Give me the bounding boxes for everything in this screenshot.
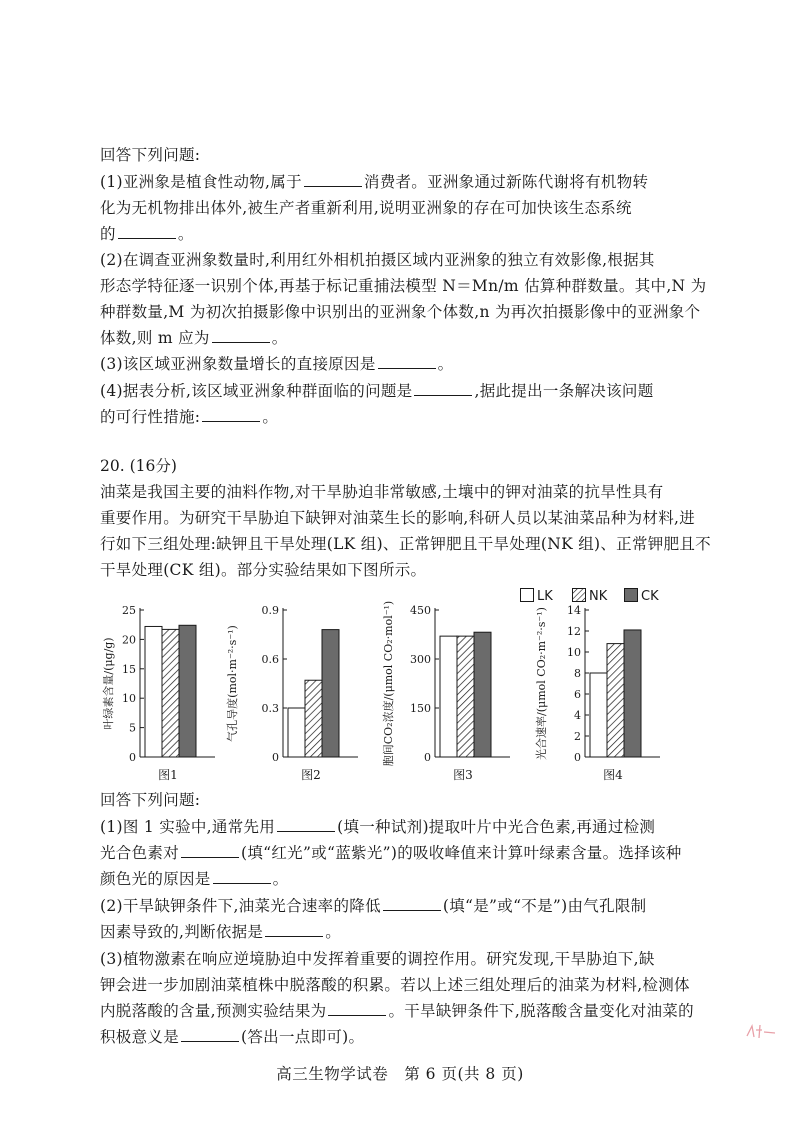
bar-nk [305,680,322,757]
text: 回答下列问题: [100,791,201,809]
q2-line2 [100,276,707,296]
legend-label: NK [589,589,608,604]
bar-lk [145,626,162,757]
answer-intro [100,145,700,165]
q1-line1 [100,172,700,192]
q20-para-line4 [100,560,700,580]
y-axis-label: 气孔导度(mol·m⁻²·s⁻¹) [226,625,239,742]
y-tick-label: 450 [410,604,431,617]
legend-label: CK [641,589,659,604]
chart-title: 图1 [158,768,178,782]
text: 积极意义是 [100,1028,180,1046]
y-axis-label: 光合速率/(μmol CO₂·m⁻²·s⁻¹) [535,607,548,760]
a3-line1 [100,949,700,969]
y-tick-label: 0 [574,751,581,764]
q1-line2 [100,198,700,218]
text: 消费者。亚洲象通过新陈代谢将有机物转 [363,173,649,191]
q20-para-line1 [100,482,700,502]
bar-lk [590,673,607,757]
answer-blank[interactable] [213,869,271,884]
text: (1)亚洲象是植食性动物,属于 [100,173,302,191]
answer-blank[interactable] [277,817,335,832]
text: ,据此提出一条解决该问题 [474,382,654,400]
y-tick-label: 0 [129,751,136,764]
text: 的 [100,225,116,243]
y-tick-label: 8 [574,667,581,680]
q20-para-line2 [100,508,700,528]
answer-blank[interactable] [212,328,270,343]
bar-nk [457,636,474,757]
y-tick-label: 0.9 [261,604,279,617]
y-tick-label: 4 [574,709,581,722]
text: 。 [272,870,289,888]
text: 种群数量,M 为初次拍摄影像中识别出的亚洲象个体数,n 为再次拍摄影像中的亚洲象个 [100,303,701,321]
bar-ck [474,632,491,757]
y-tick-label: 6 [574,688,581,701]
text: 颜色光的原因是 [100,870,211,888]
a1-line2 [100,843,700,863]
y-tick-label: 25 [122,604,136,617]
y-tick-label: 0 [272,751,279,764]
text: (填一种试剂)提取叶片中光合色素,再通过检测 [337,818,656,836]
text: 的可行性措施: [100,408,201,426]
answer-blank[interactable] [304,172,362,187]
y-tick-label: 0.6 [261,653,279,666]
text: 。 [271,329,288,347]
answer-intro-2 [100,790,700,810]
a1-line3 [100,869,700,889]
q1-line3 [100,224,700,244]
text: (答出一点即可)。 [241,1028,365,1046]
y-tick-label: 300 [410,653,431,666]
y-tick-label: 5 [129,721,136,735]
y-axis-label: 胞间CO₂浓度/(μmol CO₂·mol⁻¹) [382,600,395,767]
q4-line2 [100,407,700,427]
bar-nk [607,644,624,757]
chart-title: 图3 [453,768,473,782]
bar-charts [0,600,800,790]
answer-blank[interactable] [181,1027,239,1042]
text: (2)干旱缺钾条件下,油菜光合速率的降低 [100,897,381,915]
pen-mark-icon [744,1022,778,1042]
bar-lk [440,636,457,757]
text: 干旱处理(CK 组)。部分实验结果如下图所示。 [100,561,427,579]
answer-blank[interactable] [378,354,436,369]
bar-ck [624,630,641,757]
a2-line2 [100,922,700,942]
text: 行如下三组处理:缺钾且干旱处理(LK 组)、正常钾肥且干旱处理(NK 组)、正常钾肥且不 [100,535,711,553]
text: 。 [437,355,454,373]
text: 体数,则 m 应为 [100,329,210,347]
bar-nk [162,629,179,757]
y-axis-label: 叶绿素含量/(μg/g) [102,637,115,730]
answer-blank[interactable] [202,407,260,422]
text: 形态学特征逐一识别个体,再基于标记重捕法模型 N＝Mn/m 估算种群数量。其中,N 为 [100,277,707,295]
q3-line1 [100,354,700,374]
y-tick-label: 20 [122,633,136,647]
bar-ck [179,625,196,757]
answer-blank[interactable] [414,381,472,396]
answer-blank[interactable] [181,843,239,858]
question-number: 20. (16分) [100,457,177,475]
answer-blank[interactable] [328,1001,386,1016]
text: 因素导致的,判断依据是 [100,923,264,941]
q2-line4 [100,328,700,348]
text: 油菜是我国主要的油料作物,对干旱胁迫非常敏感,土壤中的钾对油菜的抗旱性具有 [100,483,664,501]
text: 重要作用。为研究干旱胁迫下缺钾对油菜生长的影响,科研人员以某油菜品种为材料,进 [100,509,696,527]
y-tick-label: 0 [424,751,431,764]
q4-line1 [100,381,700,401]
y-tick-label: 10 [122,692,136,706]
y-tick-label: 10 [567,646,581,659]
y-tick-label: 150 [410,702,431,715]
answer-blank[interactable] [118,224,176,239]
text: (2)在调查亚洲象数量时,利用红外相机拍摄区域内亚洲象的独立有效影像,根据其 [100,251,655,269]
a1-line1 [100,817,700,837]
a2-line1 [100,896,700,916]
answer-blank[interactable] [265,922,323,937]
text: 。干旱缺钾条件下,脱落酸含量变化对油菜的 [388,1002,694,1020]
q20-para-line3 [100,534,711,554]
text: 。 [177,225,194,243]
text: 回答下列问题: [100,146,201,164]
text: 钾会进一步加剧油菜植株中脱落酸的积累。若以上述三组处理后的油菜为材料,检测体 [100,976,690,994]
y-tick-label: 2 [574,730,581,743]
text: (4)据表分析,该区域亚洲象种群面临的问题是 [100,382,413,400]
text: (填“是”或“不是”)由气孔限制 [442,897,647,915]
y-tick-label: 14 [567,604,581,617]
text: 化为无机物排出体外,被生产者重新利用,说明亚洲象的存在可加快该生态系统 [100,199,632,217]
y-tick-label: 12 [567,625,581,638]
text: 光合色素对 [100,844,180,862]
text: (1)图 1 实验中,通常先用 [100,818,276,836]
text: 。 [262,408,279,426]
page-footer: 高三生物学试卷 第 6 页(共 8 页) [276,1065,524,1083]
legend-label: LK [537,589,553,604]
a3-line4 [100,1027,700,1047]
chart-title: 图4 [603,768,623,782]
text: (填“红光”或“蓝紫光”)的吸收峰值来计算叶绿素含量。选择该种 [241,844,682,862]
bar-ck [322,630,339,757]
answer-blank[interactable] [383,896,441,911]
a3-line3 [100,1001,700,1021]
text: 内脱落酸的含量,预测实验结果为 [100,1002,327,1020]
text: (3)该区域亚洲象数量增长的直接原因是 [100,355,376,373]
y-tick-label: 15 [122,662,136,676]
bar-lk [288,708,305,757]
text: 。 [325,923,342,941]
q2-line1 [100,250,700,270]
text: (3)植物激素在响应逆境胁迫中发挥着重要的调控作用。研究发现,干旱胁迫下,缺 [100,950,655,968]
y-tick-label: 0.3 [261,702,279,715]
chart-title: 图2 [301,768,321,782]
a3-line2 [100,975,700,995]
q2-line3 [100,302,700,322]
